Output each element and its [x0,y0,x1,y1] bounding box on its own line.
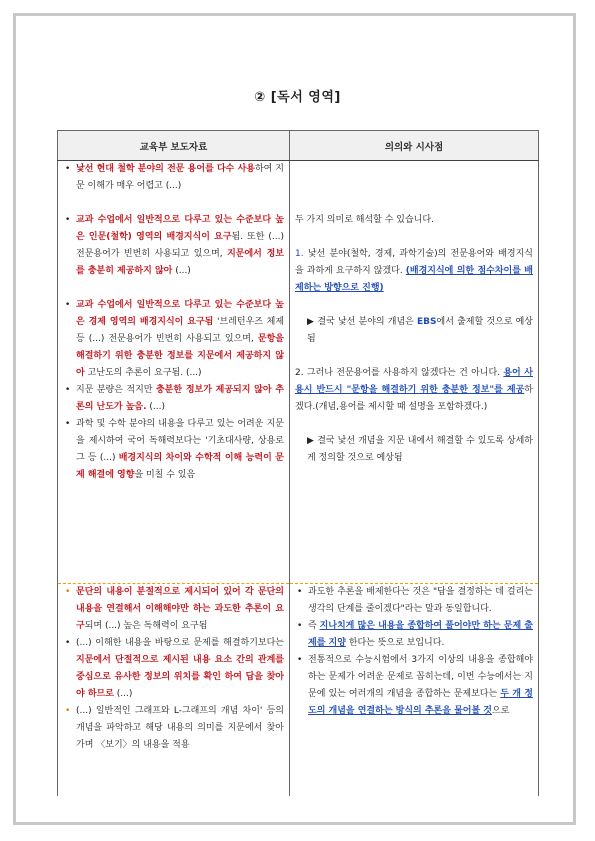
paragraph: ▶ 결국 낯선 분야의 개념은 EBS에서 출제할 것으로 예상됨 [307,317,533,344]
list-item: • 전통적으로 수능시험에서 3가지 이상의 내용을 종합해야 하는 문제가 어려운 문제로 꼽히는데, 이번 수능에서는 지문에 있는 여러개의 개념을 종합하는 문제보다는 두 개 정도의 개념을 연결하는 방식의 추론을 물어볼 것으로 [308,652,533,720]
cell-left-1 [58,161,290,584]
section-title: ② [독서 영역] [254,90,341,105]
paragraph: 2. 그러나 전문용어를 사용하지 않겠다는 건 아니다. 용어 사용시 반드시 "문항을 해결하기 위한 충분한 정보"를 제공하겠다.(개념,용어를 제시할 때 설명을 포함하겠다.) [295,368,533,412]
header-moe-press: 교육부 보도자료 [58,131,290,161]
list-item: • 교과 수업에서 일반적으로 다루고 있는 수준보다 높은 인문(철학) 영역의 배경지식이 요구됨. 또한 (...) 전문용어가 빈번히 사용되고 있으며, 지문에서 정보를 충분히 제공하지 않아 (...) [76,212,284,280]
list-item: • (...) 일반적인 그래프와 L-그래프의 개념 차이' 등의 개념을 파악하고 해당 내용의 의미를 지문에서 찾아가며 〈보기〉의 내용을 적용 [76,703,284,754]
cell-left-2 [58,584,290,797]
list-item: • 과도한 추론을 배제한다는 것은 "답을 결정하는 데 걸리는 생각의 단계를 줄이겠다"라는 말과 동일합니다. [308,584,533,618]
cell-right-1 [290,161,539,584]
cell-right-2 [290,584,539,797]
paragraph: 1. 낯선 분야(철학, 경제, 과학기술)의 전문용어와 배경지식을 과하게 요구하지 않겠다. (배경지식에 의한 점수차이를 배제하는 방향으로 진행) [295,249,533,293]
list-item: • 과학 및 수학 분야의 내용을 다루고 있는 어려운 지문을 제시하여 국어 독해력보다는 '기초대사량, 상용로그 등 (...) 배경지식의 차이와 수학적 이해 능력이 문제 해결에 영향을 미칠 수 있음 [76,416,284,484]
paragraph: ▶ 결국 낯선 개념을 지문 내에서 해결할 수 있도록 상세하게 정의할 것으로 예상됨 [307,436,533,463]
paragraph: 두 가지 의미로 해석할 수 있습니다. [295,215,434,225]
comparison-table [57,130,539,796]
list-item: • 문단의 내용이 분절적으로 제시되어 있어 각 문단의 내용을 연결해서 이해해야만 하는 과도한 추론이 요구되며 (...) 높은 독해력이 요구됨 [76,584,284,635]
list-item: • 교과 수업에서 일반적으로 다루고 있는 수준보다 높은 경제 영역의 배경지식이 요구됨 '브레턴우즈 체제 등 (...) 전문용어가 빈번히 사용되고 있으며, 문항을 해결하기 위한 충분한 정보를 지문에서 제공하지 않아 고난도의 추론이 요구됨. (...) [76,297,284,382]
list-item: • (...) 이해한 내용을 바탕으로 문제를 해결하기보다는 지문에서 단절적으로 제시된 내용 요소 간의 관계를 중심으로 유사한 정보의 위치를 확인 하여 답을 찾아야 하므로 (...) [76,635,284,703]
list-item: • 낯선 현대 철학 분야의 전문 용어를 다수 사용하여 지문 이해가 매우 어렵고 (...) [76,161,284,195]
list-item: • 즉 지나치게 많은 내용을 종합하여 풀어야만 하는 문제 출제를 지양 한다는 뜻으로 보입니다. [308,618,533,652]
header-implications: 의의와 시사점 [290,131,539,161]
list-item: • 지문 분량은 적지만 충분한 정보가 제공되지 않아 추론의 난도가 높음. (...) [76,382,284,416]
